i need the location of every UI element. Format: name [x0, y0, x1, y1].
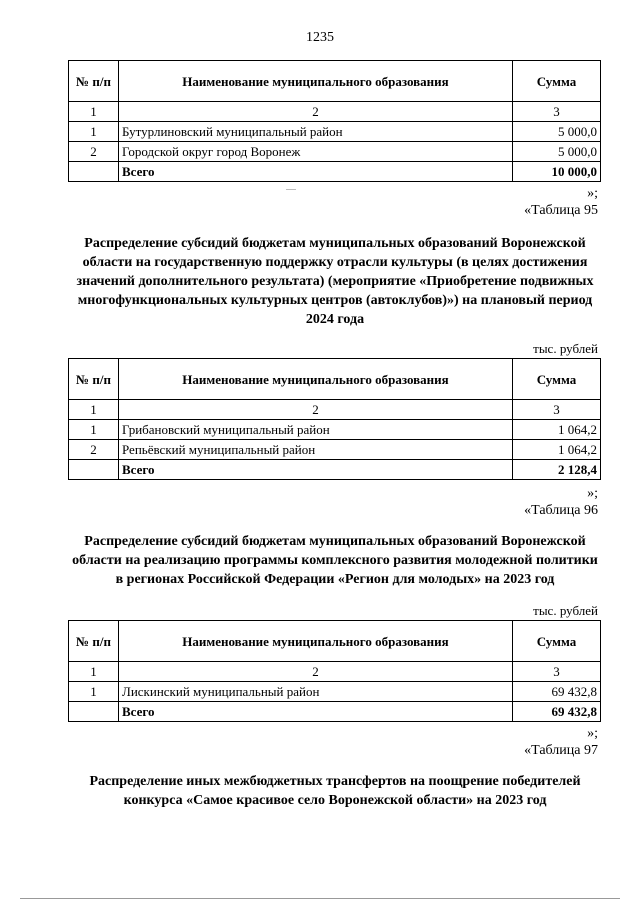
- table-label-96: «Таблица 96: [524, 503, 598, 518]
- index-cell: 3: [513, 662, 601, 682]
- section-heading-96: Распределение субсидий бюджетам муниципальных образований Воронежской области на реализацию программы комплексного развития молодежной политики в регионах Российской Федерации «Регион для молодых» на 2023 год: [72, 534, 598, 587]
- row-number: 1: [69, 682, 119, 702]
- table-row: [69, 440, 601, 460]
- total-row: [69, 702, 601, 722]
- table-row: [69, 142, 601, 162]
- table-row: [69, 122, 601, 142]
- total-label: Всего: [119, 460, 513, 480]
- column-header-name: Наименование муниципального образования: [119, 61, 513, 102]
- section-heading-95: Распределение субсидий бюджетам муниципальных образований Воронежской области на государственную поддержку отрасли культуры (в целях достижения значений дополнительного результата) (мероприятие «Приобретение подвижных многофункциональных культурных центров (автоклубов)») на плановый период 2024 года: [76, 236, 594, 327]
- table-1: [68, 60, 601, 182]
- row-number: 2: [69, 440, 119, 460]
- table-label-97: «Таблица 97: [524, 743, 598, 758]
- unit-label: тыс. рублей: [533, 341, 598, 356]
- column-header-sum: Сумма: [513, 61, 601, 102]
- row-name: Бутурлиновский муниципальный район: [119, 122, 513, 142]
- column-header-sum: Сумма: [513, 621, 601, 662]
- column-header-sum: Сумма: [513, 359, 601, 400]
- index-cell: 3: [513, 102, 601, 122]
- table-header-row: [69, 359, 601, 400]
- index-cell: 3: [513, 400, 601, 420]
- index-row: [69, 400, 601, 420]
- total-row: [69, 162, 601, 182]
- total-label: Всего: [119, 162, 513, 182]
- total-sum: 69 432,8: [513, 702, 601, 722]
- index-row: [69, 102, 601, 122]
- closing-quote: »;: [587, 486, 598, 501]
- total-empty-cell: [69, 460, 119, 480]
- row-sum: 5 000,0: [513, 142, 601, 162]
- index-cell: 2: [119, 400, 513, 420]
- total-sum: 10 000,0: [513, 162, 601, 182]
- page-number: 1235: [306, 30, 334, 45]
- total-label: Всего: [119, 702, 513, 722]
- column-header-name: Наименование муниципального образования: [119, 359, 513, 400]
- total-empty-cell: [69, 162, 119, 182]
- table-row: [69, 682, 601, 702]
- row-name: Городской округ город Воронеж: [119, 142, 513, 162]
- row-name: Лискинский муниципальный район: [119, 682, 513, 702]
- closing-quote: »;: [587, 186, 598, 201]
- row-number: 2: [69, 142, 119, 162]
- index-cell: 1: [69, 662, 119, 682]
- column-header-num: № п/п: [69, 359, 119, 400]
- index-cell: 1: [69, 400, 119, 420]
- closing-quote: »;: [587, 726, 598, 741]
- index-row: [69, 662, 601, 682]
- row-sum: 1 064,2: [513, 440, 601, 460]
- row-sum: 1 064,2: [513, 420, 601, 440]
- table-header-row: [69, 61, 601, 102]
- table-3: [68, 620, 601, 722]
- column-header-name: Наименование муниципального образования: [119, 621, 513, 662]
- row-name: Репьёвский муниципальный район: [119, 440, 513, 460]
- row-number: 1: [69, 420, 119, 440]
- table-header-row: [69, 621, 601, 662]
- row-number: 1: [69, 122, 119, 142]
- scan-mark: [286, 189, 296, 190]
- column-header-num: № п/п: [69, 621, 119, 662]
- total-empty-cell: [69, 702, 119, 722]
- total-row: [69, 460, 601, 480]
- row-sum: 69 432,8: [513, 682, 601, 702]
- table-row: [69, 420, 601, 440]
- unit-label: тыс. рублей: [533, 603, 598, 618]
- table-label-95: «Таблица 95: [524, 203, 598, 218]
- section-heading-97: Распределение иных межбюджетных трансфертов на поощрение победителей конкурса «Самое красивое село Воронежской области» на 2023 год: [89, 774, 581, 808]
- bottom-scan-edge: [20, 898, 620, 899]
- index-cell: 2: [119, 102, 513, 122]
- column-header-num: № п/п: [69, 61, 119, 102]
- index-cell: 1: [69, 102, 119, 122]
- table-2: [68, 358, 601, 480]
- total-sum: 2 128,4: [513, 460, 601, 480]
- row-sum: 5 000,0: [513, 122, 601, 142]
- index-cell: 2: [119, 662, 513, 682]
- row-name: Грибановский муниципальный район: [119, 420, 513, 440]
